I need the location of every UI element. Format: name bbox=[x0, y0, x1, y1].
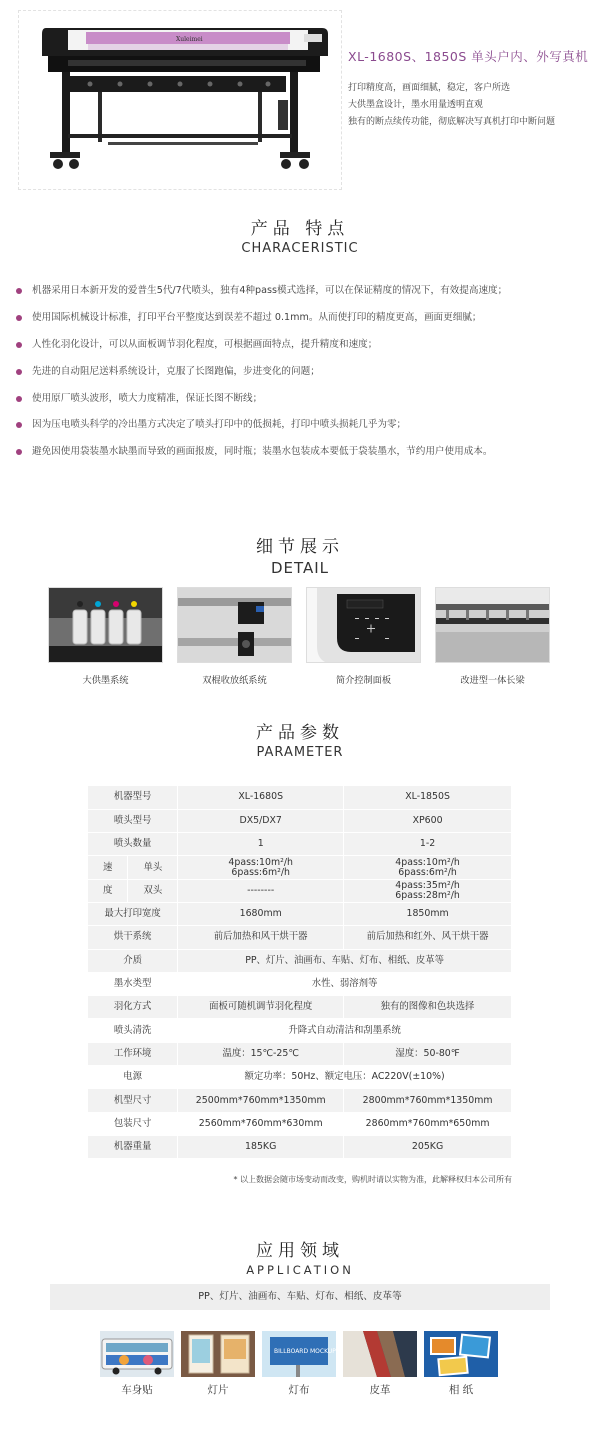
application-card bbox=[181, 1331, 255, 1397]
billboard-photo bbox=[262, 1331, 336, 1377]
list-item: 先进的自动阻尼送料系统设计，克服了长图跑偏，步进变化的问题； bbox=[16, 363, 586, 390]
section-title-en: PARAMETER bbox=[256, 745, 344, 760]
product-feature: 独有的断点续传功能，彻底解决写真机打印中断问题 bbox=[348, 117, 556, 127]
detail-card bbox=[435, 587, 550, 686]
leather-photo bbox=[343, 1331, 417, 1377]
printer-brand: Xuleimei bbox=[176, 36, 203, 43]
table-row: 羽化方式 面板可随机调节羽化程度 独有的图像和色块选择 bbox=[88, 996, 512, 1019]
table-row: 工作环境 温度：15℃-25℃ 湿度：50-80℉ bbox=[88, 1042, 512, 1065]
detail-caption: 简介控制面板 bbox=[335, 675, 392, 686]
billboard-mockup-text: BILLBOARD MOCKUP bbox=[274, 1348, 336, 1355]
table-row: 墨水类型 水性、弱溶剂等 bbox=[88, 972, 512, 995]
application-heading bbox=[0, 1236, 600, 1277]
application-card bbox=[100, 1331, 174, 1397]
application-caption: 灯布 bbox=[288, 1384, 310, 1396]
application-caption: 车身贴 bbox=[121, 1384, 153, 1396]
printer-image bbox=[28, 14, 338, 174]
bus-photo bbox=[100, 1331, 174, 1377]
detail-card bbox=[306, 587, 421, 686]
application-caption: 皮革 bbox=[369, 1384, 391, 1396]
detail-card bbox=[48, 587, 163, 686]
table-row: 喷头清洗 升降式自动清洁和刮墨系统 bbox=[88, 1019, 512, 1042]
table-row: 包装尺寸 2560mm*760mm*630mm 2860mm*760mm*650mm bbox=[88, 1112, 512, 1135]
application-card bbox=[343, 1331, 417, 1397]
beam-photo bbox=[435, 587, 550, 663]
detail-caption: 改进型一体长梁 bbox=[460, 675, 525, 686]
section-title-en: DETAIL bbox=[270, 559, 330, 577]
section-title-cn: 产品参数 bbox=[256, 723, 344, 743]
bullet-dot-icon bbox=[16, 396, 22, 402]
section-title-cn: 应用领域 bbox=[256, 1241, 344, 1261]
section-title-cn: 细节展示 bbox=[256, 537, 344, 557]
bullet-dot-icon bbox=[16, 369, 22, 375]
bullet-dot-icon bbox=[16, 315, 22, 321]
list-item: 因为压电喷头科学的冷出墨方式决定了喷头打印中的低损耗，打印中喷头损耗几乎为零； bbox=[16, 416, 586, 443]
list-item: 使用国际机械设计标准，打印平台平整度达到误差不超过 0.1mm。从而使打印的精度更高，画面更细腻； bbox=[16, 309, 586, 336]
application-media-bar: PP、灯片、油画布、车贴、灯布、相纸、皮革等 bbox=[50, 1284, 550, 1310]
section-title-en: CHARACERISTIC bbox=[241, 241, 359, 256]
application-card bbox=[424, 1331, 498, 1397]
product-feature: 打印精度高，画面细腻，稳定，客户所选 bbox=[348, 83, 511, 93]
table-row: 最大打印宽度 1680mm 1850mm bbox=[88, 902, 512, 925]
table-row: 烘干系统 前后加热和风干烘干器 前后加热和红外、风干烘干器 bbox=[88, 926, 512, 949]
product-title: XL-1680S、1850S 单头户内、外写真机 bbox=[348, 49, 589, 64]
table-row: 度 双头 -------- 4pass:35m²/h 6pass:28m²/h bbox=[88, 879, 512, 902]
bullet-dot-icon bbox=[16, 342, 22, 348]
application-caption: 相 纸 bbox=[448, 1384, 474, 1396]
section-title-en: APPLICATION bbox=[246, 1263, 354, 1277]
roller-photo bbox=[177, 587, 292, 663]
list-item: 使用原厂喷头波形，喷大力度精准，保证长图不断线； bbox=[16, 390, 586, 417]
parameter-table bbox=[88, 786, 512, 1159]
table-row: 介质 PP、灯片、油画布、车贴、灯布、相纸、皮革等 bbox=[88, 949, 512, 972]
table-row: 机型尺寸 2500mm*760mm*1350mm 2800mm*760mm*1350mm bbox=[88, 1089, 512, 1112]
application-gallery bbox=[100, 1331, 500, 1401]
bullet-dot-icon bbox=[16, 449, 22, 455]
photo-paper-photo bbox=[424, 1331, 498, 1377]
detail-gallery bbox=[48, 587, 552, 697]
list-item: 人性化羽化设计，可以从面板调节羽化程度，可根据画面特点，提升精度和速度； bbox=[16, 336, 586, 363]
bullet-dot-icon bbox=[16, 422, 22, 428]
table-note: * 以上数据会随市场变动而改变，购机时请以实物为准，此解释权归本公司所有 bbox=[233, 1175, 512, 1184]
table-row: 电源 额定功率：50Hz、额定电压：AC220V(±10%) bbox=[88, 1066, 512, 1089]
table-row: 机器型号 XL-1680S XL-1850S bbox=[88, 786, 512, 809]
characteristic-list bbox=[16, 282, 586, 470]
ink-tank-photo bbox=[48, 587, 163, 663]
parameter-heading bbox=[0, 718, 600, 760]
list-item: 避免因使用袋装墨水缺墨而导致的画面报废，同时瓶；装墨水包装成本要低于袋装墨水，节约用户使用成本。 bbox=[16, 443, 586, 470]
table-row: 喷头型号 DX5/DX7 XP600 bbox=[88, 809, 512, 832]
table-row: 速 单头 4pass:10m²/h 6pass:6m²/h 4pass:10m²/h 6pass:6m²/h bbox=[88, 856, 512, 879]
bullet-dot-icon bbox=[16, 288, 22, 294]
table-row: 机器重量 185KG 205KG bbox=[88, 1135, 512, 1158]
application-caption: 灯片 bbox=[207, 1384, 229, 1396]
control-panel-photo bbox=[306, 587, 421, 663]
detail-caption: 大供墨系统 bbox=[82, 675, 129, 686]
detail-caption: 双棍收放纸系统 bbox=[202, 675, 267, 686]
lightbox-photo bbox=[181, 1331, 255, 1377]
list-item: 机器采用日本新开发的爱普生5代/7代喷头，独有4种pass模式选择，可以在保证精度的情况下，有效提高速度； bbox=[16, 282, 586, 309]
characteristic-heading bbox=[0, 214, 600, 256]
product-features bbox=[348, 80, 555, 131]
section-title-cn: 产品 特点 bbox=[250, 219, 350, 239]
detail-heading bbox=[0, 532, 600, 577]
application-card bbox=[262, 1331, 336, 1397]
product-feature: 大供墨盒设计，墨水用量透明直观 bbox=[348, 100, 484, 110]
detail-card bbox=[177, 587, 292, 686]
table-row: 喷头数量 1 1-2 bbox=[88, 833, 512, 856]
